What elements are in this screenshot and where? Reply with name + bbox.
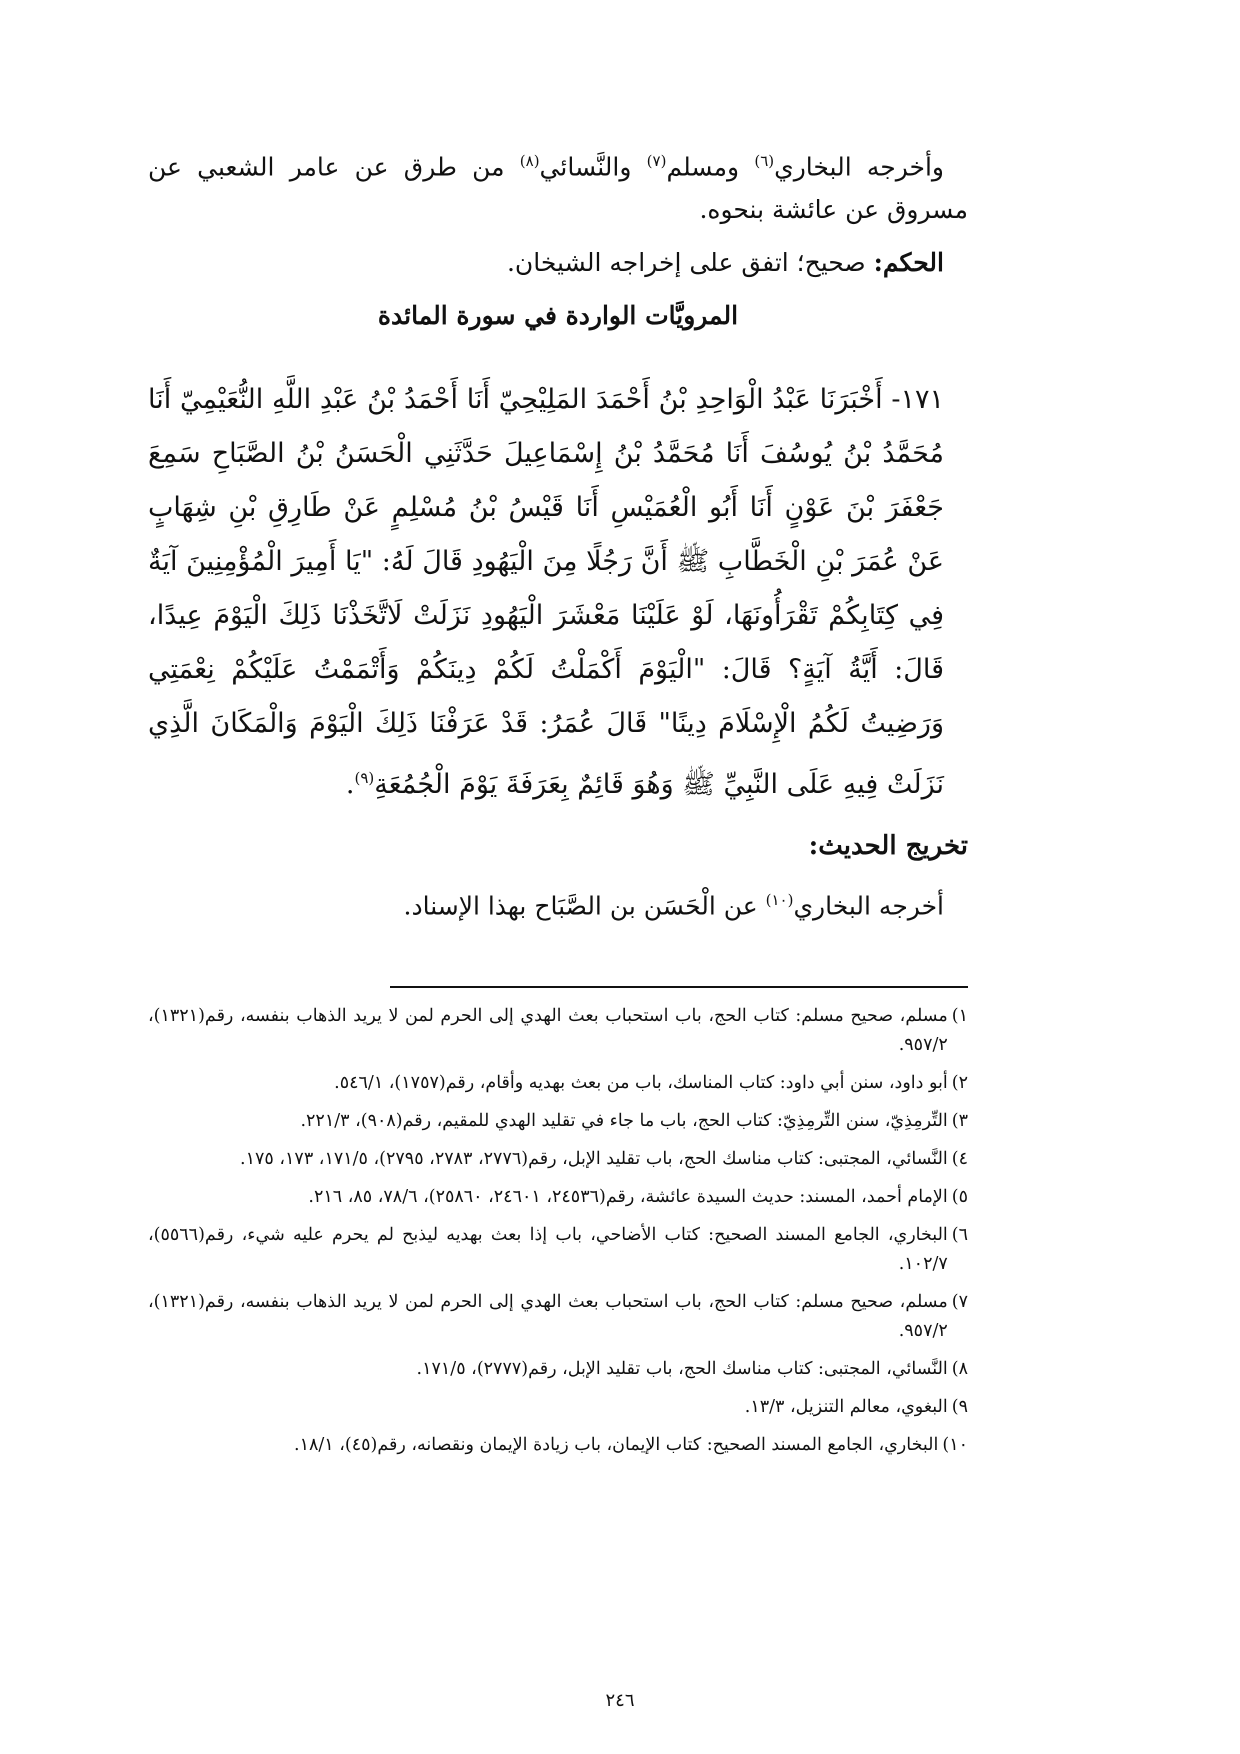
footnote-text: التِّرمِذِيّ، سنن التِّرمِذِيّ: كتاب الحج، باب ما جاء في تقليد الهدي للمقيم، رقم(٩٠٨)، ٢٢١/٣. <box>300 1111 948 1131</box>
intro-paragraph <box>148 140 968 231</box>
footnote <box>148 1355 968 1384</box>
hadith-end: . <box>345 769 355 801</box>
footnote-number: ٨) <box>951 1359 968 1379</box>
intro-text: وأخرجه البخاري <box>774 152 944 182</box>
footnote-ref[interactable]: (٧) <box>646 152 667 170</box>
footnote-number: ١٠) <box>942 1435 968 1455</box>
footnote-ref[interactable]: (١٠) <box>765 891 794 910</box>
footnote-number: ٤) <box>951 1149 968 1169</box>
footnote <box>148 1431 968 1460</box>
footnote-number: ١) <box>951 1006 968 1026</box>
footnote <box>148 1002 968 1060</box>
footnote <box>148 1145 968 1174</box>
footnote-ref[interactable]: (٨) <box>519 152 540 170</box>
footnote-number: ٩) <box>951 1397 968 1417</box>
footnote <box>148 1069 968 1098</box>
footnote-text: البغوي، معالم التنزيل، ١٣/٣. <box>744 1397 948 1417</box>
footnote-text: البخاري، الجامع المسند الصحيح: كتاب الإيمان، باب زيادة الإيمان ونقصانه، رقم(٤٥)، ١٨/١. <box>293 1435 939 1455</box>
intro-text: ومسلم <box>666 152 755 182</box>
ruling-text: صحيح؛ اتفق على إخراجه الشيخان. <box>506 248 874 278</box>
intro-text: من طرق عن عامر الشعبي عن مسروق عن عائشة بنحوه. <box>148 152 968 225</box>
footnote-number: ٧) <box>951 1292 968 1312</box>
footnote-text: النَّسائي، المجتبى: كتاب مناسك الحج، باب تقليد الإبل، رقم(٢٧٧٧)، ١٧١/٥. <box>416 1359 948 1379</box>
footnote-text: الإمام أحمد، المسند: حديث السيدة عائشة، رقم(٢٤٥٣٦، ٢٤٦٠١، ٢٥٨٦٠)، ٧٨/٦، ٨٥، ٢١٦. <box>308 1187 948 1207</box>
footnote-text: مسلم، صحيح مسلم: كتاب الحج، باب استحباب بعث الهدي إلى الحرم لمن لا يريد الذهاب بنفسه، رقم(١٣٢١)، ٩٥٧/٢. <box>148 1292 948 1341</box>
takhrij-part: أخرجه البخاري <box>793 891 944 921</box>
hadith-text <box>148 373 968 812</box>
footnote-text: أبو داود، سنن أبي داود: كتاب المناسك، باب من بعث بهديه وأقام، رقم(١٧٥٧)، ٥٤٦/١. <box>334 1073 948 1093</box>
page-number: ٢٤٦ <box>605 1690 635 1711</box>
footnotes <box>148 1002 968 1469</box>
section-title: المرويَّات الواردة في سورة المائدة <box>377 301 739 331</box>
footnote-number: ٣) <box>951 1111 968 1131</box>
footnote-text: البخاري، الجامع المسند الصحيح: كتاب الأضاحي، باب إذا بعث بهديه ليذبح لم يحرم عليه شيء، رقم(٥٥٦٦)، ١٠٢/٧. <box>148 1225 948 1274</box>
ruling-label: الحكم: <box>873 248 944 278</box>
footnote <box>148 1107 968 1136</box>
footnote <box>148 1393 968 1422</box>
footnote-text: النَّسائي، المجتبى: كتاب مناسك الحج، باب تقليد الإبل، رقم(٢٧٧٦، ٢٧٨٣، ٢٧٩٥)، ١٧١/٥، ١٧٣، ١٧٥. <box>240 1149 948 1169</box>
takhrij-text <box>148 878 944 928</box>
hadith-body: ١٧١- أَخْبَرَنَا عَبْدُ الْوَاحِدِ بْنُ أَحْمَدَ المَلِيْحِيّ أَنَا أَحْمَدُ بْنُ عَبْدِ اللَّهِ النُّعَيْمِيّ أَنَا مُحَمَّدُ بْنُ يُوسُفَ أَنَا مُحَمَّدُ بْنُ إِسْمَاعِيلَ حَدَّثَنِي الْحَسَنُ بْنُ الصَّبَاحِ سَمِعَ جَعْفَرَ بْنَ عَوْنٍ أَنَا أَبُو الْعُمَيْسِ أَنَا قَيْسُ بْنُ مُسْلِمٍ عَنْ طَارِقِ بْنِ شِهَابٍ عَنْ عُمَرَ بْنِ الْخَطَّابِ ﷺ أَنَّ رَجُلًا مِنَ الْيَهُودِ قَالَ لَهُ: "يَا أَمِيرَ الْمُؤْمِنِينَ آيَةٌ فِي كِتَابِكُمْ تَقْرَأُونَهَا، لَوْ عَلَيْنَا مَعْشَرَ الْيَهُودِ نَزَلَتْ لَاتَّخَذْنَا ذَلِكَ الْيَوْمَ عِيدًا، قَالَ: أَيَّةُ آيَةٍ؟ قَالَ: "الْيَوْمَ أَكْمَلْتُ لَكُمْ دِينَكُمْ وَأَتْمَمْتُ عَلَيْكُمْ نِعْمَتِي وَرَضِيتُ لَكُمُ الْإِسْلَامَ دِينًا" قَالَ عُمَرُ: قَدْ عَرَفْنَا ذَلِكَ الْيَوْمَ وَالْمَكَانَ الَّذِي نَزَلَتْ فِيهِ عَلَى النَّبِيِّ ﷺ وَهُوَ قَائِمٌ بِعَرَفَةَ يَوْمَ الْجُمُعَةِ <box>148 384 944 801</box>
page-body <box>148 140 968 929</box>
footnote <box>148 1221 968 1279</box>
footnote-ref[interactable]: (٩) <box>354 769 375 788</box>
footnote <box>148 1288 968 1346</box>
footnote-number: ٥) <box>951 1187 968 1207</box>
footnote-number: ٦) <box>951 1225 968 1245</box>
footnote-text: مسلم، صحيح مسلم: كتاب الحج، باب استحباب بعث الهدي إلى الحرم لمن لا يريد الذهاب بنفسه، رقم(١٣٢١)، ٩٥٧/٢. <box>148 1006 948 1055</box>
footnote <box>148 1183 968 1212</box>
intro-text: والنَّسائي <box>539 152 647 182</box>
footnote-separator <box>390 986 968 988</box>
ruling <box>148 241 944 284</box>
takhrij-heading: تخريج الحديث: <box>808 831 968 862</box>
takhrij-part: عن الْحَسَن بن الصَّبَاح بهذا الإسناد. <box>403 891 766 921</box>
footnote-number: ٢) <box>951 1073 968 1093</box>
footnote-ref[interactable]: (٦) <box>754 152 775 170</box>
